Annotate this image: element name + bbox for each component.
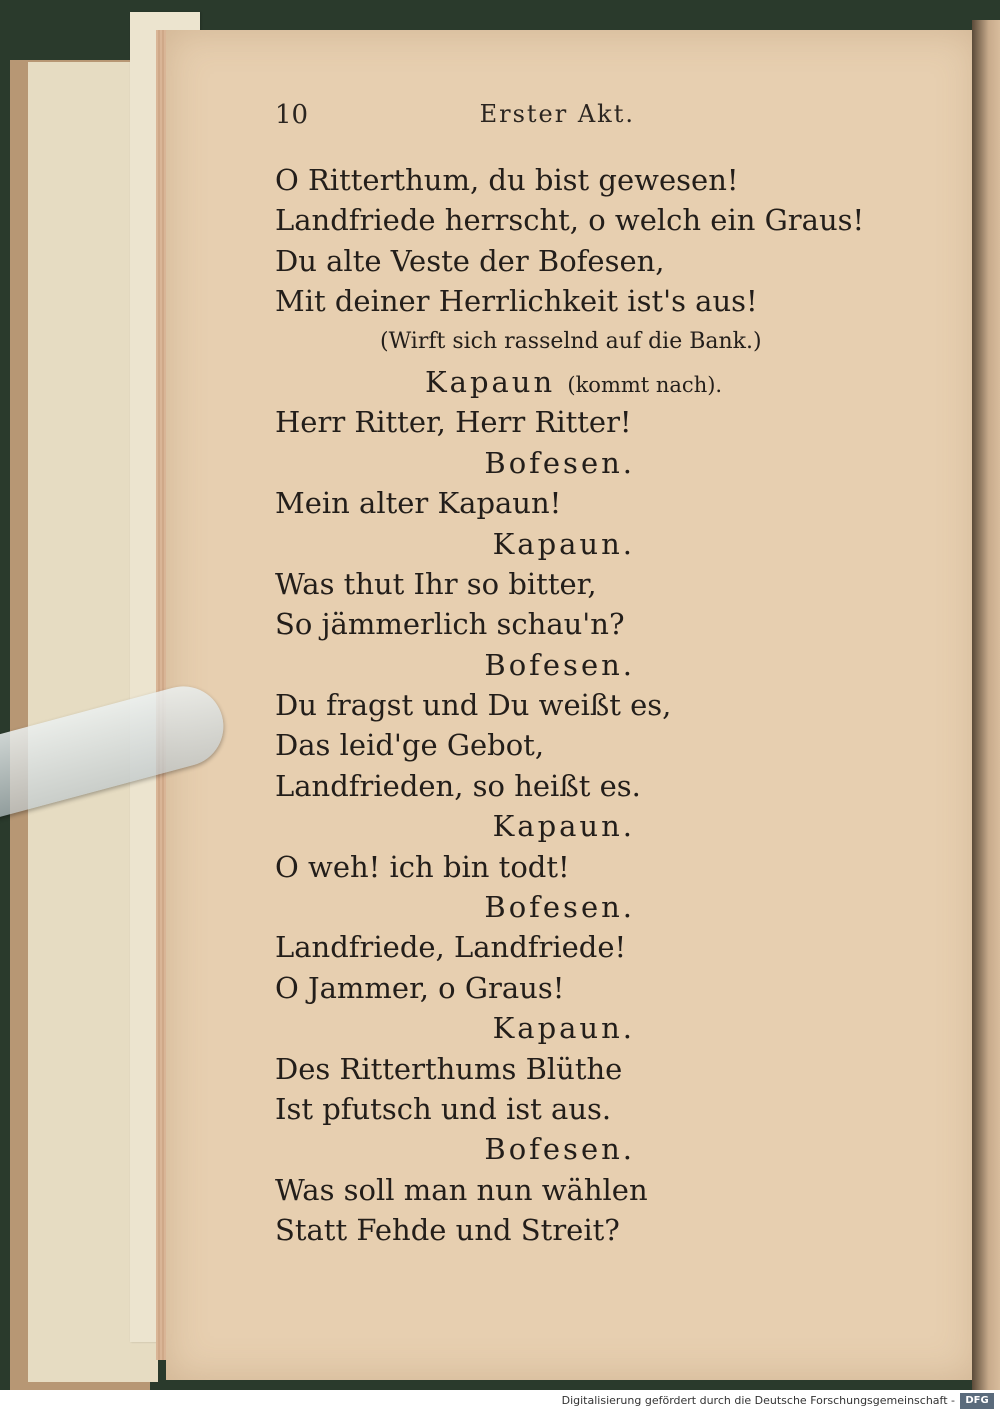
- speaker-heading: Bofesen.: [484, 890, 635, 925]
- gutter-shadow: [972, 20, 1000, 1390]
- dfg-logo: DFG: [960, 1393, 994, 1409]
- page-number: 10: [275, 100, 309, 130]
- speaker-heading: Kapaun.: [492, 526, 635, 561]
- verse-line: Mein alter Kapaun!: [275, 486, 562, 521]
- verse-line: Was soll man nun wählen: [275, 1172, 648, 1207]
- verse-line: Was thut Ihr so bitter,: [275, 566, 597, 601]
- digitization-footer: [0, 1390, 1000, 1413]
- verse-line: Des Ritterthums Blüthe: [275, 1051, 623, 1086]
- verse-text: [275, 160, 865, 1251]
- verse-line: So jämmerlich schau'n?: [275, 607, 625, 642]
- verse-line: O Ritterthum, du bist gewesen!: [275, 163, 739, 197]
- verse-line: Landfriede herrscht, o welch ein Graus!: [275, 203, 865, 238]
- speaker-name: Kapaun: [425, 364, 556, 399]
- speaker-heading: [275, 362, 835, 402]
- speaker-heading: Bofesen.: [484, 445, 635, 480]
- verse-line: Du fragst und Du weißt es,: [275, 688, 672, 723]
- verse-line: Herr Ritter, Herr Ritter!: [275, 405, 632, 440]
- verse-line: Landfriede, Landfriede!: [275, 930, 627, 965]
- verse-line: Du alte Veste der Bofesen,: [275, 243, 665, 278]
- verse-line: O Jammer, o Graus!: [275, 970, 565, 1005]
- running-title: Erster Akt.: [479, 100, 635, 128]
- verse-line: Statt Fehde und Streit?: [275, 1213, 620, 1248]
- speaker-heading: Bofesen.: [484, 1132, 635, 1167]
- speaker-heading: Kapaun.: [492, 809, 635, 844]
- verse-line: Mit deiner Herrlichkeit ist's aus!: [275, 284, 758, 319]
- funding-credit: Digitalisierung gefördert durch die Deutsche Forschungsgemeinschaft -: [561, 1394, 955, 1407]
- stage-direction: (Wirft sich rasselnd auf die Bank.): [380, 328, 762, 354]
- verse-line: O weh! ich bin todt!: [275, 849, 570, 884]
- verse-line: Landfrieden, so heißt es.: [275, 768, 641, 803]
- verse-line: Ist pfutsch und ist aus.: [275, 1091, 612, 1126]
- speaker-heading: Bofesen.: [484, 647, 635, 682]
- speaker-heading: Kapaun.: [492, 1011, 635, 1046]
- verse-line: Das leid'ge Gebot,: [275, 728, 545, 763]
- speaker-direction: (kommt nach).: [567, 372, 723, 397]
- page-header: [275, 100, 635, 140]
